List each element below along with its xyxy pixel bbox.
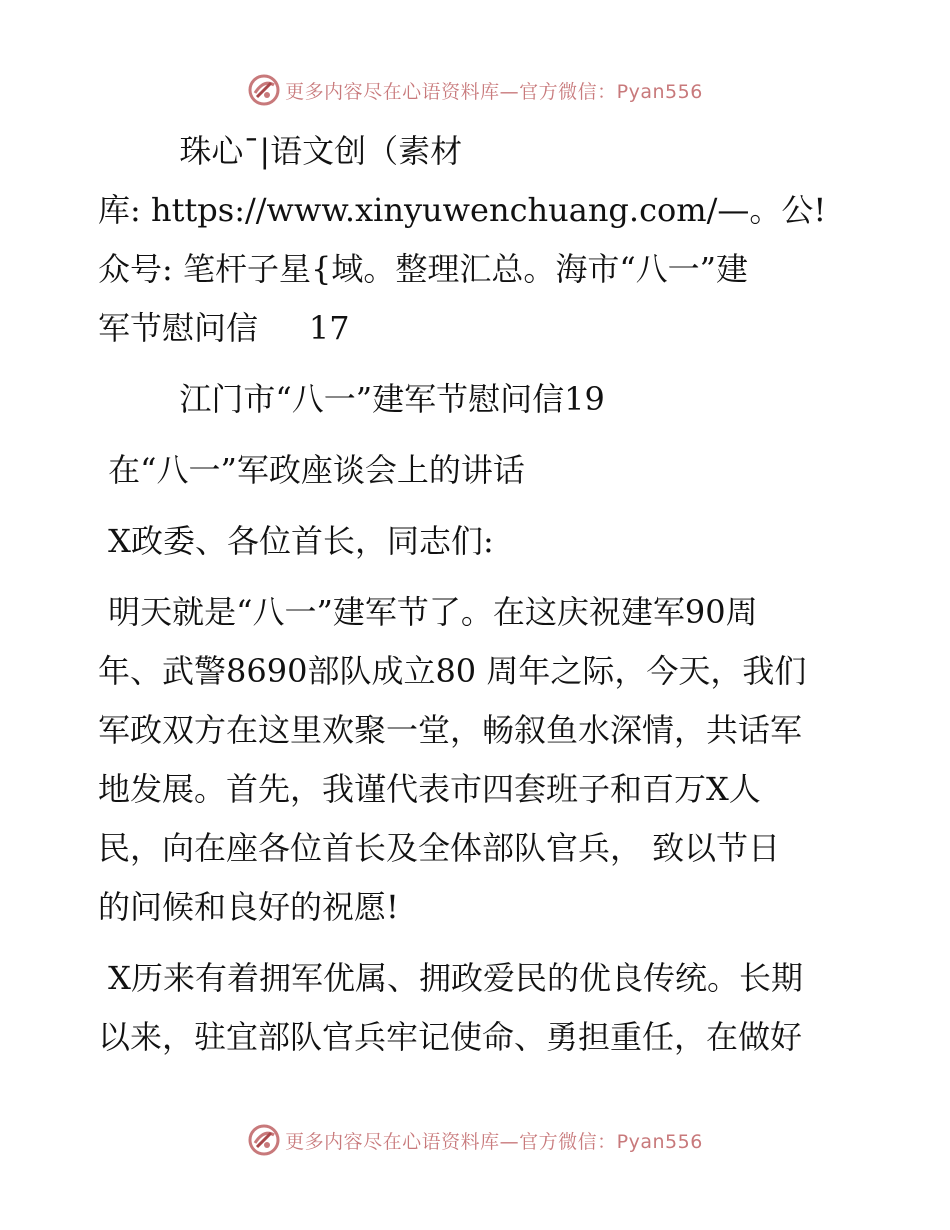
watermark-text: 更多内容尽在心语资料库—官方微信：Pyan556 <box>285 80 703 103</box>
header-watermark-banner <box>0 70 950 110</box>
body-paragraph-2: X历来有着拥军优属、拥政爱民的优良传统。长期 以来，驻宜部队官兵牢记使命、勇担重任，在做好 <box>98 959 803 1056</box>
swirl-logo-icon <box>247 1123 281 1157</box>
swirl-logo-icon <box>247 73 281 107</box>
watermark-text: 更多内容尽在心语资料库—官方微信：Pyan556 <box>285 1130 703 1153</box>
doc-header-paragraph: 珠心¯|语文创（素材 库: https://www.xinyuwenchuang.com/—。公! 众号: 笔杆子星{域。整理汇总。海市“八一”建 军节慰问信 17 <box>98 132 827 347</box>
toc-line-jiangmen: 江门市“八一”建军节慰问信19 <box>98 380 605 418</box>
document-body <box>98 122 858 1067</box>
speech-title: 在“八一”军政座谈会上的讲话 <box>98 451 525 489</box>
salutation: X政委、各位首长，同志们: <box>98 522 494 560</box>
footer-watermark-banner <box>0 1120 950 1160</box>
body-paragraph-1: 明天就是“八一”建军节了。在这庆祝建军90周 年、武警8690部队成立80 周年之际，今天，我们 军政双方在这里欢聚一堂，畅叙鱼水深情，共话军 地发展。首先，我谨代表市四套班子和百万X人 民，向在座各位首长及全体部队官兵， 致以节日 的问候和良好的祝愿! <box>98 593 807 926</box>
